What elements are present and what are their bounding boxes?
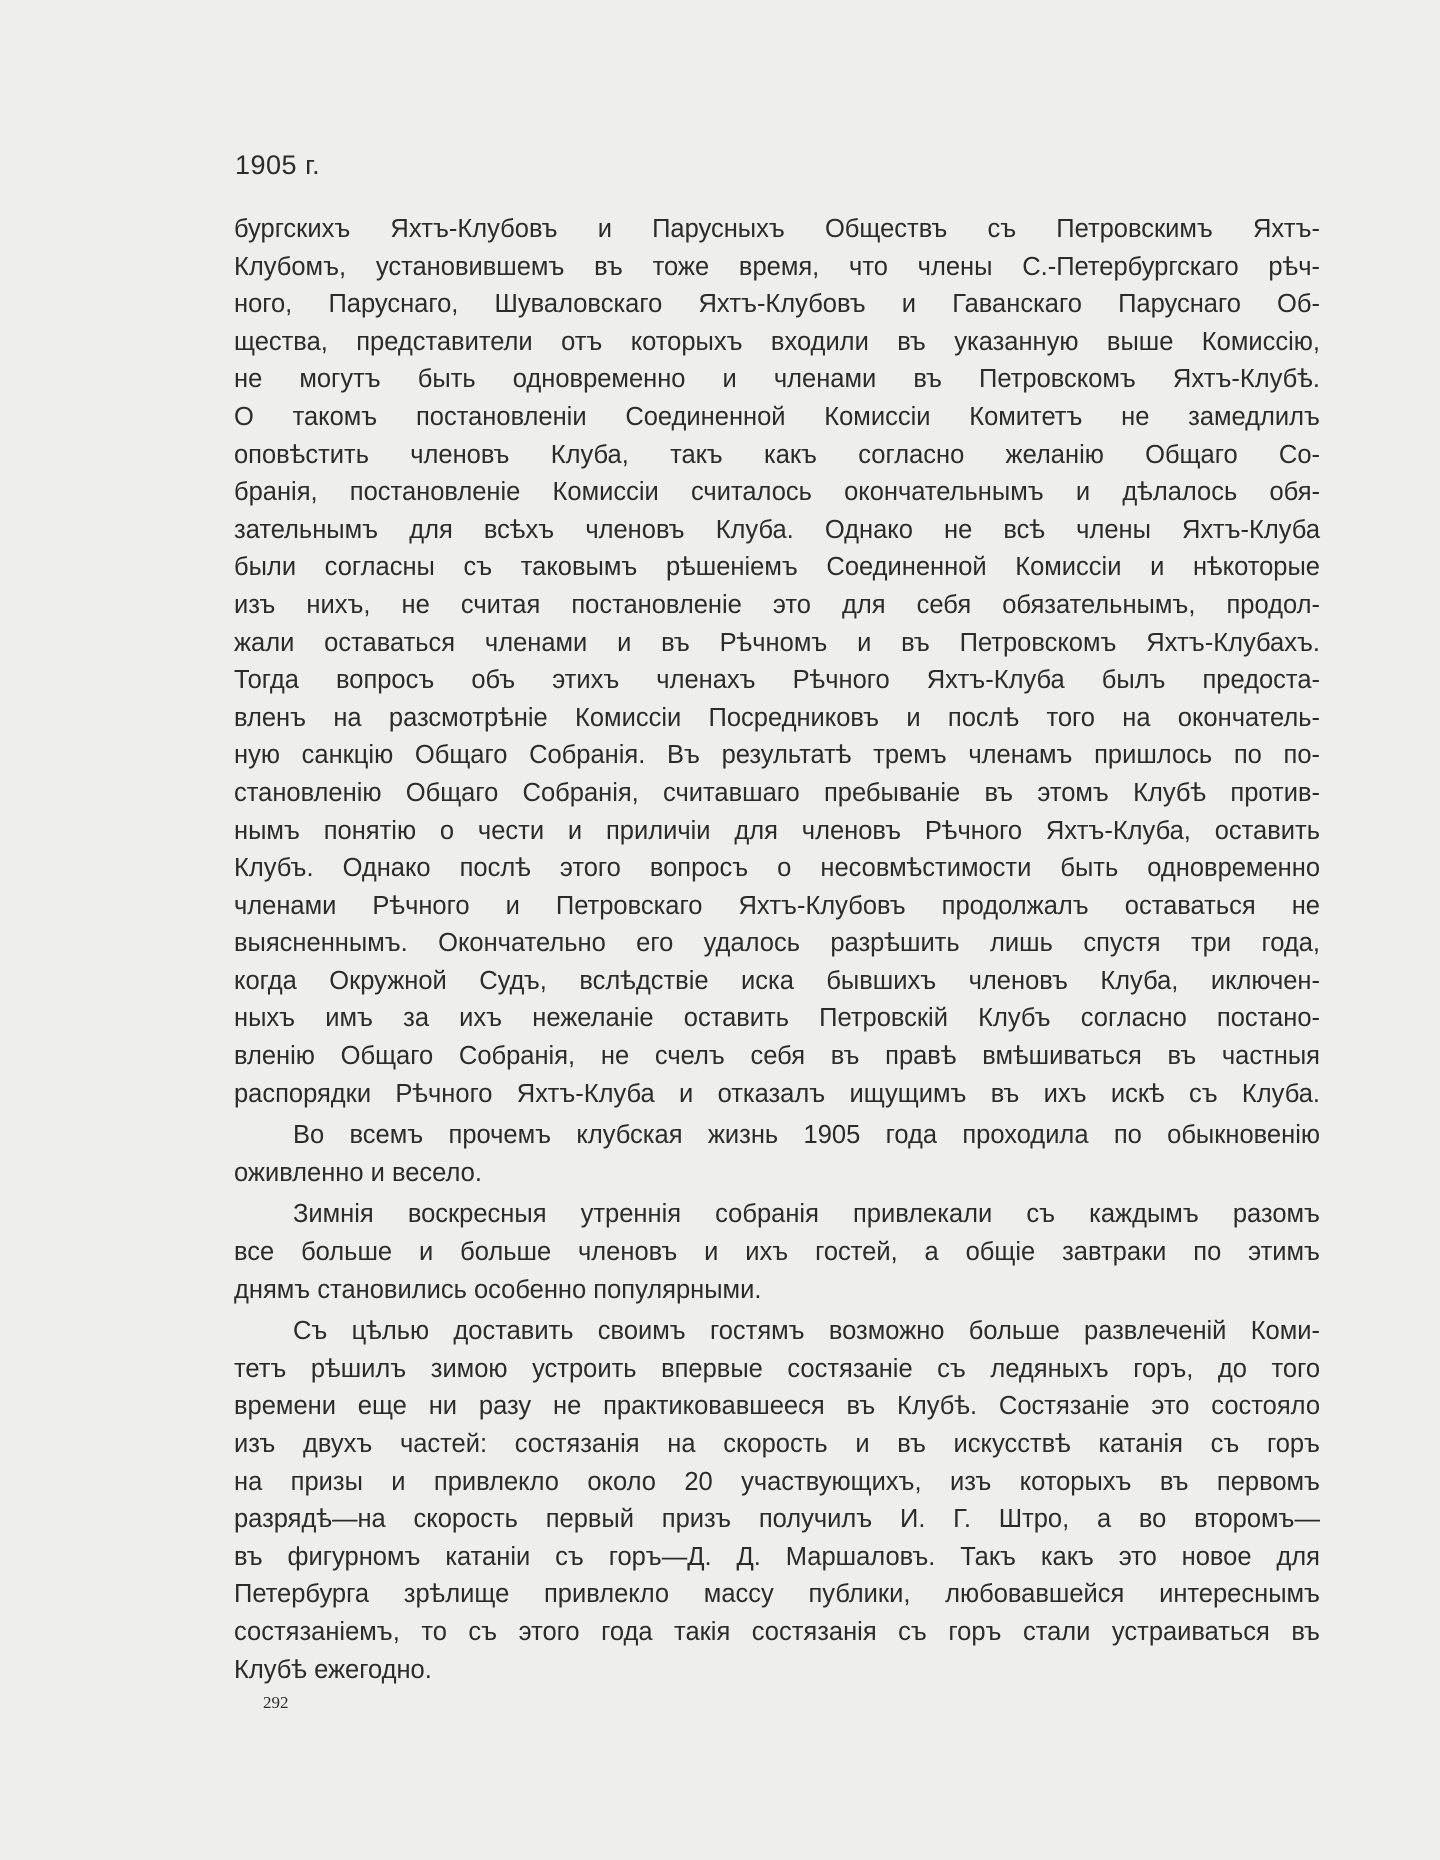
text-line: на призы и привлекло около 20 участвующихъ, изъ которыхъ въ первомъ (234, 1467, 1320, 1496)
text-line: нымъ понятію о чести и приличіи для членовъ Рѣчного Яхтъ-Клуба, оставить (234, 816, 1320, 845)
text-line: не могутъ быть одновременно и членами въ Петровскомъ Яхтъ-Клубѣ. (234, 365, 1320, 394)
text-line: изъ нихъ, не считая постановленіе это для себя обязательнымъ, продол- (234, 590, 1320, 619)
page-header-year: 1905 г. (235, 150, 321, 180)
text-line: состязаніемъ, то съ этого года такія состязанія съ горъ стали устраиваться въ (234, 1617, 1320, 1646)
text-line: ного, Паруснаго, Шуваловскаго Яхтъ-Клубовъ и Гаванскаго Паруснаго Об- (234, 290, 1320, 319)
text-line: все больше и больше членовъ и ихъ гостей, а общіе завтраки по этимъ (234, 1238, 1320, 1267)
text-line: днямъ становились особенно популярными. (234, 1275, 762, 1304)
text-line: О такомъ постановленіи Соединенной Комиссіи Комитетъ не замедлилъ (234, 402, 1320, 431)
text-line: ныхъ имъ за ихъ нежеланіе оставить Петровскій Клубъ согласно постано- (234, 1004, 1320, 1033)
text-line: Клубомъ, установившемъ въ тоже время, что члены С.-Петербургскаго рѣч- (234, 252, 1320, 281)
text-line: ную санкцію Общаго Собранія. Въ результатѣ тремъ членамъ пришлось по по- (234, 741, 1320, 770)
text-line: Съ цѣлью доставить своимъ гостямъ возможно больше развлеченій Коми- (293, 1317, 1320, 1346)
text-line: щества, представители отъ которыхъ входили въ указанную выше Комиссію, (234, 327, 1320, 356)
text-line: оживленно и весело. (234, 1158, 482, 1187)
text-line: Зимнія воскресныя утреннія собранія привлекали съ каждымъ разомъ (293, 1200, 1320, 1229)
text-line: изъ двухъ частей: состязанія на скорость и въ искусствѣ катанія съ горъ (234, 1430, 1320, 1458)
text-line: Клубѣ ежегодно. (234, 1655, 432, 1684)
text-line: времени еще ни разу не практиковавшееся въ Клубѣ. Состязаніе это состояло (234, 1392, 1320, 1421)
page-number: 292 (263, 1693, 289, 1712)
text-line: вленію Общаго Собранія, не счелъ себя въ правѣ вмѣшиваться въ частныя (234, 1042, 1320, 1071)
text-line: оповѣстить членовъ Клуба, такъ какъ согласно желанію Общаго Со- (234, 440, 1320, 469)
text-line: Клубъ. Однако послѣ этого вопросъ о несовмѣстимости быть одновременно (234, 854, 1320, 883)
text-line: были согласны съ таковымъ рѣшеніемъ Соединенной Комиссіи и нѣкоторые (234, 553, 1320, 582)
text-line: Тогда вопросъ объ этихъ членахъ Рѣчного Яхтъ-Клуба былъ предоста- (234, 666, 1320, 695)
body-text (234, 211, 1320, 1689)
text-line: жали оставаться членами и въ Рѣчномъ и въ Петровскомъ Яхтъ-Клубахъ. (234, 628, 1320, 657)
text-line: членами Рѣчного и Петровскаго Яхтъ-Клубовъ продолжалъ оставаться не (234, 891, 1320, 920)
text-line: когда Окружной Судъ, вслѣдствіе иска бывшихъ членовъ Клуба, иключен- (234, 966, 1320, 995)
text-line: выясненнымъ. Окончательно его удалось разрѣшить лишь спустя три года, (234, 929, 1320, 958)
text-line: Во всемъ прочемъ клубская жизнь 1905 года проходила по обыкновенію (293, 1121, 1320, 1150)
text-line: бургскихъ Яхтъ-Клубовъ и Парусныхъ Обществъ съ Петровскимъ Яхтъ- (234, 215, 1320, 243)
text-line: распорядки Рѣчного Яхтъ-Клуба и отказалъ ищущимъ въ ихъ искѣ съ Клуба. (234, 1079, 1320, 1108)
text-line: въ фигурномъ катаніи съ горъ—Д. Д. Маршаловъ. Такъ какъ это новое для (234, 1542, 1320, 1571)
text-line: вленъ на разсмотрѣніе Комиссіи Посредниковъ и послѣ того на окончатель- (234, 703, 1320, 732)
text-line: разрядѣ—на скорость первый призъ получилъ И. Г. Штро, а во второмъ— (234, 1505, 1320, 1534)
text-line: Петербурга зрѣлище привлекло массу публики, любовавшейся интереснымъ (234, 1580, 1320, 1609)
text-line: зательнымъ для всѣхъ членовъ Клуба. Однако не всѣ члены Яхтъ-Клуба (234, 515, 1320, 544)
text-line: бранія, постановленіе Комиссіи считалось окончательнымъ и дѣлалось обя- (234, 478, 1320, 507)
text-line: становленію Общаго Собранія, считавшаго пребываніе въ этомъ Клубѣ против- (234, 778, 1320, 807)
text-line: тетъ рѣшилъ зимою устроить впервые состязаніе съ ледяныхъ горъ, до того (234, 1354, 1320, 1383)
